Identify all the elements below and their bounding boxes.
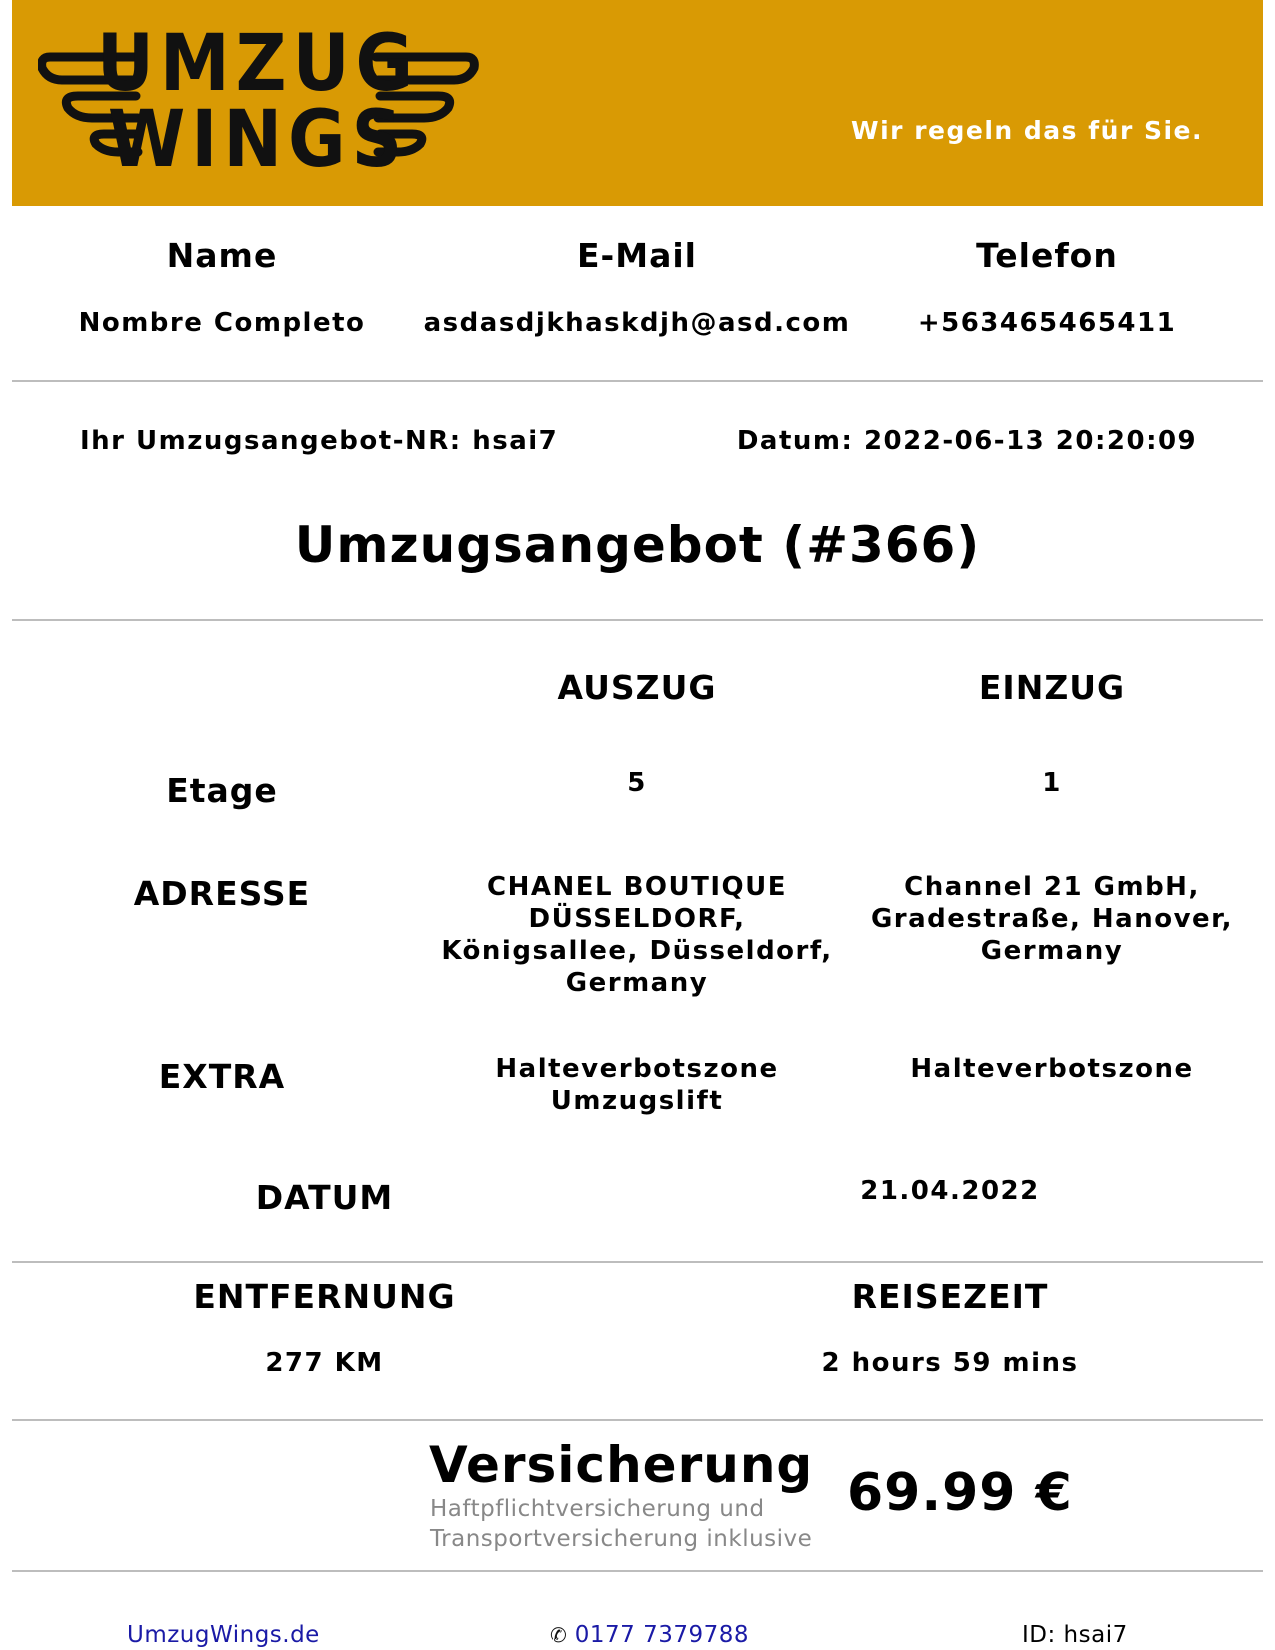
floor-out: 5: [627, 768, 647, 798]
page-title: Umzugsangebot (#366): [294, 516, 981, 574]
floor-label: Etage: [166, 771, 278, 810]
distance-value: 277 KM: [265, 1348, 384, 1378]
divider: [12, 619, 1263, 621]
offer-number: Ihr Umzugsangebot-NR: hsai7: [80, 426, 559, 456]
footer-phone[interactable]: [550, 1622, 749, 1648]
name-value: Nombre Completo: [78, 308, 366, 338]
address-out: [432, 871, 842, 999]
divider: [12, 1261, 1263, 1263]
email-label: E-Mail: [577, 236, 697, 275]
extra-in-line: Halteverbotszone: [910, 1054, 1194, 1084]
tagline: Wir regeln das für Sie.: [851, 116, 1203, 145]
address-out-line: DÜSSELDORF,: [528, 904, 746, 934]
offer-date: Datum: 2022-06-13 20:20:09: [736, 426, 1198, 456]
insurance-subtitle: [430, 1494, 812, 1554]
email-value: asdasdjkhaskdjh@asd.com: [423, 308, 851, 338]
distance-label: ENTFERNUNG: [193, 1277, 456, 1316]
phone-icon: ✆: [550, 1623, 567, 1647]
umzug-wings-logo: [38, 18, 498, 188]
phone-link[interactable]: 0177 7379788: [574, 1622, 750, 1648]
insurance-title: Versicherung: [429, 1436, 814, 1494]
phone-label: Telefon: [976, 236, 1118, 275]
moving-date-label: DATUM: [255, 1178, 394, 1217]
floor-in: 1: [1042, 768, 1062, 798]
address-out-line: Königsallee, Düsseldorf,: [441, 936, 833, 966]
header-banner: [12, 0, 1263, 206]
website-link[interactable]: UmzugWings.de: [127, 1622, 320, 1648]
extra-out-line: Halteverbotszone: [495, 1054, 779, 1084]
divider: [12, 1419, 1263, 1421]
divider: [12, 380, 1263, 382]
extra-label: EXTRA: [158, 1057, 286, 1096]
divider: [12, 1570, 1263, 1572]
footer-id: ID: hsai7: [1022, 1622, 1128, 1648]
insurance-subtitle-line: Transportversicherung inklusive: [430, 1526, 813, 1552]
einzug-header: EINZUG: [978, 668, 1126, 707]
extra-in: [852, 1053, 1252, 1085]
address-in: [852, 871, 1252, 967]
logo-text-wings: WINGS: [107, 95, 409, 185]
address-in-line: Gradestraße, Hanover,: [870, 904, 1234, 934]
address-in-line: Germany: [980, 936, 1124, 966]
phone-value: +563465465411: [917, 308, 1177, 338]
extra-out-line: Umzugslift: [550, 1086, 724, 1116]
name-label: Name: [166, 236, 278, 275]
extra-out: [432, 1053, 842, 1117]
moving-date-value: 21.04.2022: [860, 1176, 1040, 1206]
logo-text-umzug: UMZUG: [96, 19, 420, 109]
insurance-price: 69.99 €: [847, 1463, 1073, 1523]
address-out-line: CHANEL BOUTIQUE: [486, 872, 788, 902]
address-in-line: Channel 21 GmbH,: [904, 872, 1200, 902]
insurance-subtitle-line: Haftpflichtversicherung und: [430, 1496, 765, 1522]
offer-page: [12, 0, 1263, 1650]
auszug-header: AUSZUG: [557, 668, 717, 707]
travel-time-value: 2 hours 59 mins: [821, 1348, 1079, 1378]
address-out-line: Germany: [565, 968, 709, 998]
travel-time-label: REISEZEIT: [851, 1277, 1049, 1316]
address-label: ADRESSE: [133, 874, 311, 913]
